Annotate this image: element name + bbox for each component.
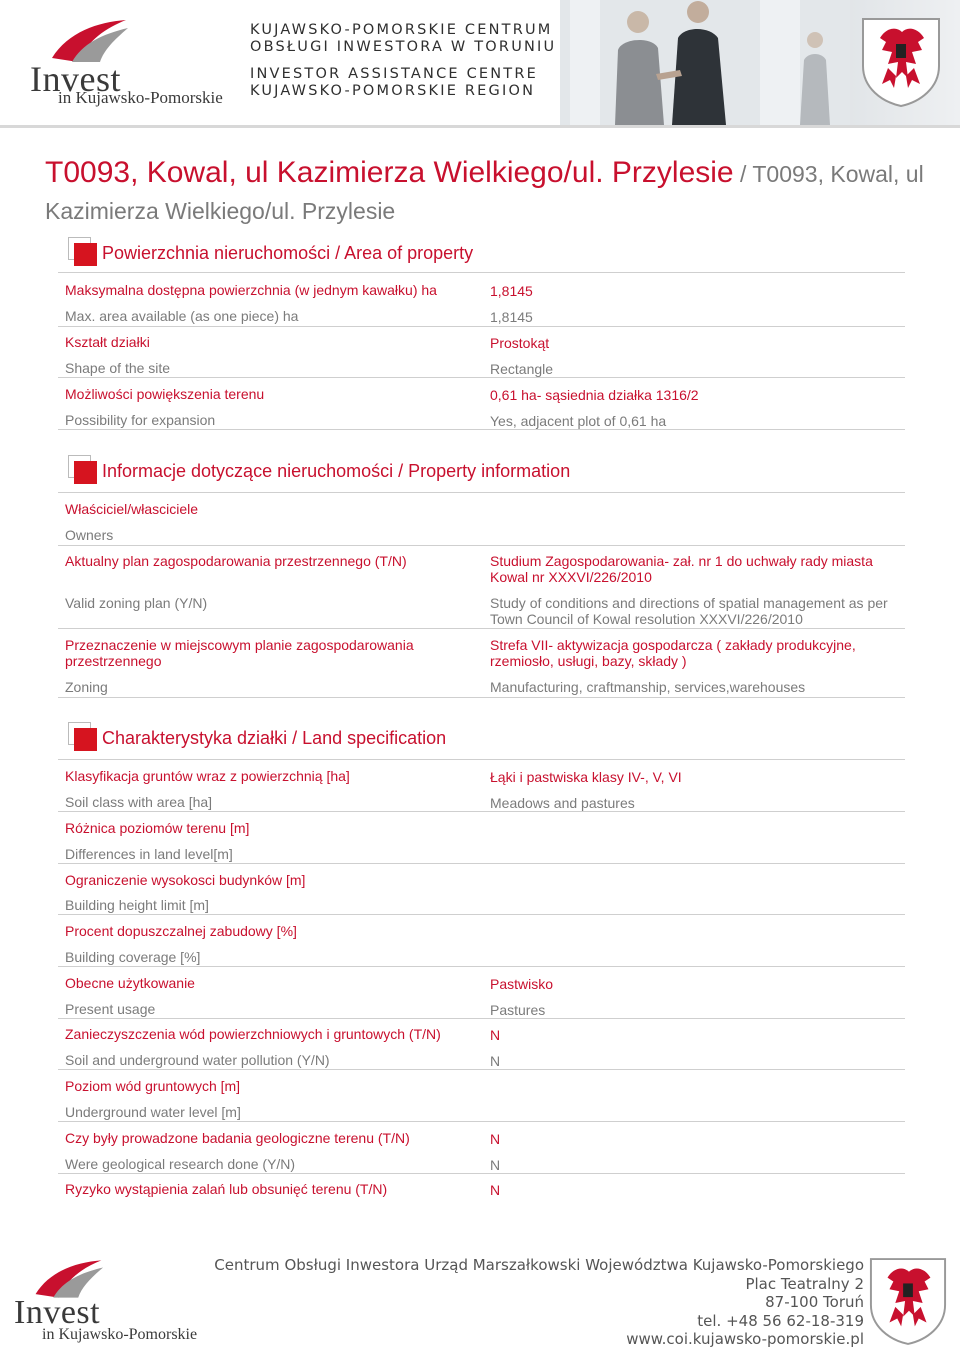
info-label: Owners xyxy=(65,527,114,543)
logo-invest-text: Invest xyxy=(14,1294,101,1331)
row-divider xyxy=(58,326,905,327)
land-label: Were geological research done (Y/N) xyxy=(65,1156,296,1172)
section-divider xyxy=(58,492,905,493)
section-square-icon xyxy=(68,722,98,752)
row-divider xyxy=(58,1069,905,1070)
area-label: Max. area available (as one piece) ha xyxy=(65,308,299,324)
land-value: N xyxy=(490,1157,501,1173)
info-value: Study of conditions and directions of spatial management as per Town Council of Kowal resolution XXXVI/226/2010 xyxy=(490,595,888,627)
row-divider xyxy=(58,1173,905,1174)
land-value: Pastures xyxy=(490,1002,546,1018)
info-label: Aktualny plan zagospodarowania przestrzennego (T/N) xyxy=(65,553,407,569)
info-label: Właściciel/własciciele xyxy=(65,501,199,517)
info-value: Strefa VII- aktywizacja gospodarcza ( zakłady produkcyjne, rzemiosło, usługi, bazy, składy ) xyxy=(490,637,856,669)
section-divider xyxy=(58,759,905,760)
footer-phone: tel. +48 56 62-18-319 xyxy=(697,1311,864,1330)
land-value: Pastwisko xyxy=(490,976,554,992)
land-label: Procent dopuszczalnej zabudowy [%] xyxy=(65,923,297,939)
row-divider xyxy=(58,545,905,546)
row-divider xyxy=(58,1121,905,1122)
land-label: Soil and underground water pollution (Y/N) xyxy=(65,1052,330,1068)
area-label: Shape of the site xyxy=(65,360,171,376)
land-label: Różnica poziomów terenu [m] xyxy=(65,820,250,836)
land-label: Poziom wód gruntowych [m] xyxy=(65,1078,241,1094)
area-label: Possibility for expansion xyxy=(65,412,216,428)
land-value: Łąki i pastwiska klasy IV-, V, VI xyxy=(490,769,682,785)
logo-region-text: in Kujawsko-Pomorskie xyxy=(42,1326,198,1343)
land-label: Czy były prowadzone badania geologiczne terenu (T/N) xyxy=(65,1130,410,1146)
logo-invest-text: Invest xyxy=(30,59,121,99)
info-value: Manufacturing, craftmanship, services,warehouses xyxy=(490,679,806,695)
area-value: Yes, adjacent plot of 0,61 ha xyxy=(490,413,667,429)
centre-line: INVESTOR ASSISTANCE CENTRE xyxy=(250,66,538,82)
land-label: Soil class with area [ha] xyxy=(65,794,213,810)
footer-contact xyxy=(214,1256,864,1349)
area-label: Możliwości powiększenia terenu xyxy=(65,386,265,402)
footer-website-link[interactable]: www.coi.kujawsko-pomorskie.pl xyxy=(626,1330,864,1348)
land-label: Klasyfikacja gruntów wraz z powierzchnią [ha] xyxy=(65,768,350,784)
land-label: Ograniczenie wysokosci budynków [m] xyxy=(65,872,306,888)
header-banner xyxy=(0,0,960,128)
land-value: N xyxy=(490,1131,501,1147)
section-area-title: Powierzchnia nieruchomości / Area of property xyxy=(102,243,474,263)
row-divider xyxy=(58,377,905,378)
centre-line: OBSŁUGI INWESTORA W TORUNIU xyxy=(250,39,557,55)
land-label: Present usage xyxy=(65,1001,156,1017)
row-divider xyxy=(58,1018,905,1019)
area-label: Kształt działki xyxy=(65,334,150,350)
area-label: Maksymalna dostępna powierzchnia (w jednym kawałku) ha xyxy=(65,282,437,298)
row-divider xyxy=(58,914,905,915)
section-square-icon xyxy=(68,237,98,267)
title-en: / T0093, Kowal, ul Kazimierza Wielkiego/ul. Przylesie xyxy=(45,161,924,224)
land-label: Underground water level [m] xyxy=(65,1104,241,1120)
row-divider xyxy=(58,628,905,629)
land-value: N xyxy=(490,1182,501,1198)
area-value: Rectangle xyxy=(490,361,554,377)
business-handshake-photo xyxy=(560,0,850,125)
land-value: Meadows and pastures xyxy=(490,795,635,811)
info-label: Valid zoning plan (Y/N) xyxy=(65,595,208,611)
section-divider xyxy=(58,272,905,273)
land-value: N xyxy=(490,1027,501,1043)
footer-org: Centrum Obsługi Inwestora Urząd Marszałkowski Województwa Kujawsko-Pomorskiego xyxy=(214,1256,864,1274)
row-divider xyxy=(58,966,905,967)
centre-line: KUJAWSKO-POMORSKIE CENTRUM xyxy=(250,22,553,38)
row-divider xyxy=(58,811,905,812)
land-value: N xyxy=(490,1053,501,1069)
area-value: 0,61 ha- sąsiednia działka 1316/2 xyxy=(490,387,699,403)
land-label: Differences in land level[m] xyxy=(65,846,233,862)
header-divider xyxy=(0,125,960,128)
land-label: Building coverage [%] xyxy=(65,949,201,965)
land-label: Ryzyko wystąpienia zalań lub obsunięć terenu (T/N) xyxy=(65,1181,388,1197)
invest-logo xyxy=(28,18,238,110)
area-value: Prostokąt xyxy=(490,335,550,351)
page-title xyxy=(45,155,925,229)
info-label: Przeznaczenie w miejscowym planie zagospodarowania przestrzennego xyxy=(65,637,414,669)
info-label: Zoning xyxy=(65,679,108,695)
row-divider xyxy=(58,863,905,864)
info-value: Studium Zagospodarowania- zał. nr 1 do uchwały rady miasta Kowal nr XXXVI/226/2010 xyxy=(490,553,873,585)
centre-line: KUJAWSKO-POMORSKIE REGION xyxy=(250,83,536,99)
eagle-crest-icon xyxy=(868,1256,948,1346)
centre-name xyxy=(250,22,556,100)
section-land-title: Charakterystyka działki / Land specification xyxy=(102,728,447,748)
section-square-icon xyxy=(68,455,98,485)
land-label: Building height limit [m] xyxy=(65,897,209,913)
row-divider xyxy=(58,697,905,698)
footer-street: Plac Teatralny 2 xyxy=(745,1274,864,1293)
logo-region-text: in Kujawsko-Pomorskie xyxy=(58,88,223,107)
land-label: Zanieczyszczenia wód powierzchniowych i gruntowych (T/N) xyxy=(65,1026,441,1042)
footer-city: 87-100 Toruń xyxy=(765,1293,864,1311)
footer-invest-logo xyxy=(14,1258,234,1348)
area-value: 1,8145 xyxy=(490,283,533,299)
eagle-crest-icon xyxy=(860,16,942,108)
section-info-title: Informacje dotyczące nieruchomości / Property information xyxy=(102,461,571,481)
row-divider xyxy=(58,429,905,430)
land-label: Obecne użytkowanie xyxy=(65,975,195,991)
area-value: 1,8145 xyxy=(490,309,533,325)
title-pl: T0093, Kowal, ul Kazimierza Wielkiego/ul. Przylesie xyxy=(45,156,734,189)
